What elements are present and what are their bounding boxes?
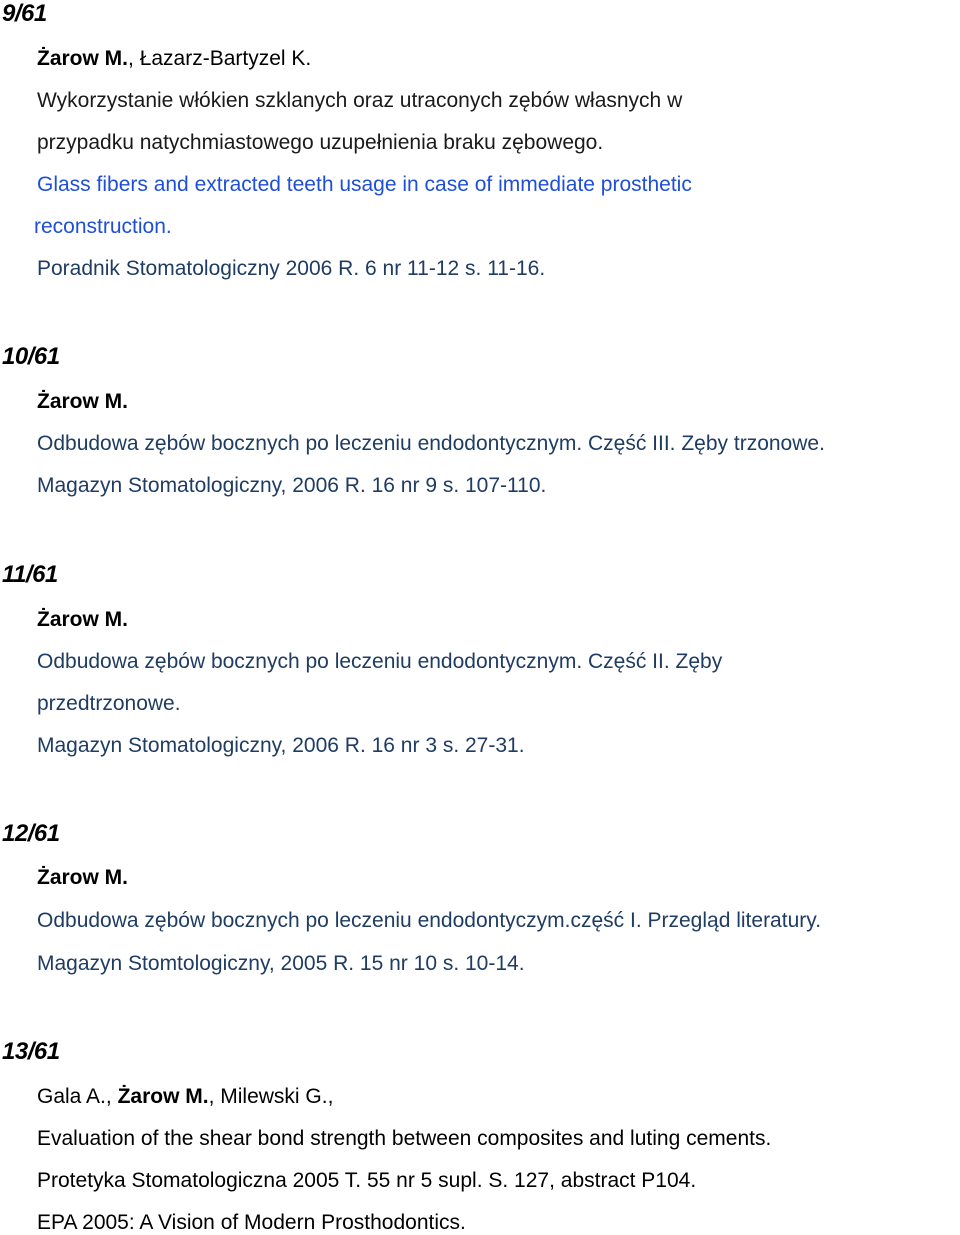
entry-number: 11/61 — [2, 561, 58, 588]
entry-source: Protetyka Stomatologiczna 2005 T. 55 nr 5 supl. S. 127, abstract P104. — [37, 1169, 697, 1192]
author-name: Żarow M. — [37, 608, 129, 631]
entry-number: 9/61 — [2, 0, 47, 27]
entry-translation-line: reconstruction. — [34, 215, 172, 238]
author-name: Gala A. — [37, 1085, 106, 1108]
entry-source: Poradnik Stomatologiczny 2006 R. 6 nr 11-12 s. 11-16. — [37, 257, 546, 280]
author-name: Żarow M. — [37, 47, 129, 70]
entry-number: 13/61 — [2, 1038, 60, 1065]
entry-title-line: Wykorzystanie włókien szklanych oraz utraconych zębów własnych w — [37, 89, 683, 112]
author-name: Łazarz-Bartyzel K. — [139, 47, 312, 70]
entry-title-line: Odbudowa zębów bocznych po leczeniu endodontycznym. Część III. Zęby trzonowe. — [37, 432, 825, 455]
entry-authors — [37, 866, 128, 890]
entry-authors: Żarow M., Łazarz-Bartyzel K. — [37, 47, 312, 70]
entry-source: Magazyn Stomatologiczny, 2006 R. 16 nr 9 s. 107-110. — [37, 474, 547, 497]
entry-source: EPA 2005: A Vision of Modern Prosthodontics. — [37, 1211, 466, 1234]
entry-authors: Gala A., Żarow M., Milewski G., — [37, 1085, 334, 1108]
author-name: Żarow M. — [37, 390, 129, 413]
entry-title-line: przedtrzonowe. — [37, 692, 181, 715]
entry-title-line: Evaluation of the shear bond strength between composites and luting cements. — [37, 1127, 772, 1150]
entry-number: 10/61 — [2, 343, 60, 370]
entry-title-line: przypadku natychmiastowego uzupełnienia braku zębowego. — [37, 131, 604, 154]
author-name: Milewski G. — [220, 1085, 328, 1108]
author-name: Żarow M. — [117, 1085, 209, 1108]
entry-source: Magazyn Stomtologiczny, 2005 R. 15 nr 10 s. 10-14. — [37, 952, 525, 975]
author-name: Żarow M. — [37, 866, 129, 889]
entry-source: Magazyn Stomatologiczny, 2006 R. 16 nr 3 s. 27-31. — [37, 734, 525, 757]
entry-title-line: Odbudowa zębów bocznych po leczeniu endodontyczym.część I. Przegląd literatury. — [37, 909, 822, 932]
entry-authors — [37, 608, 128, 632]
entry-number: 12/61 — [2, 820, 60, 847]
entry-authors — [37, 390, 128, 414]
entry-title-line: Odbudowa zębów bocznych po leczeniu endodontycznym. Część II. Zęby — [37, 650, 723, 673]
entry-translation-line: Glass fibers and extracted teeth usage in case of immediate prosthetic — [37, 173, 692, 196]
